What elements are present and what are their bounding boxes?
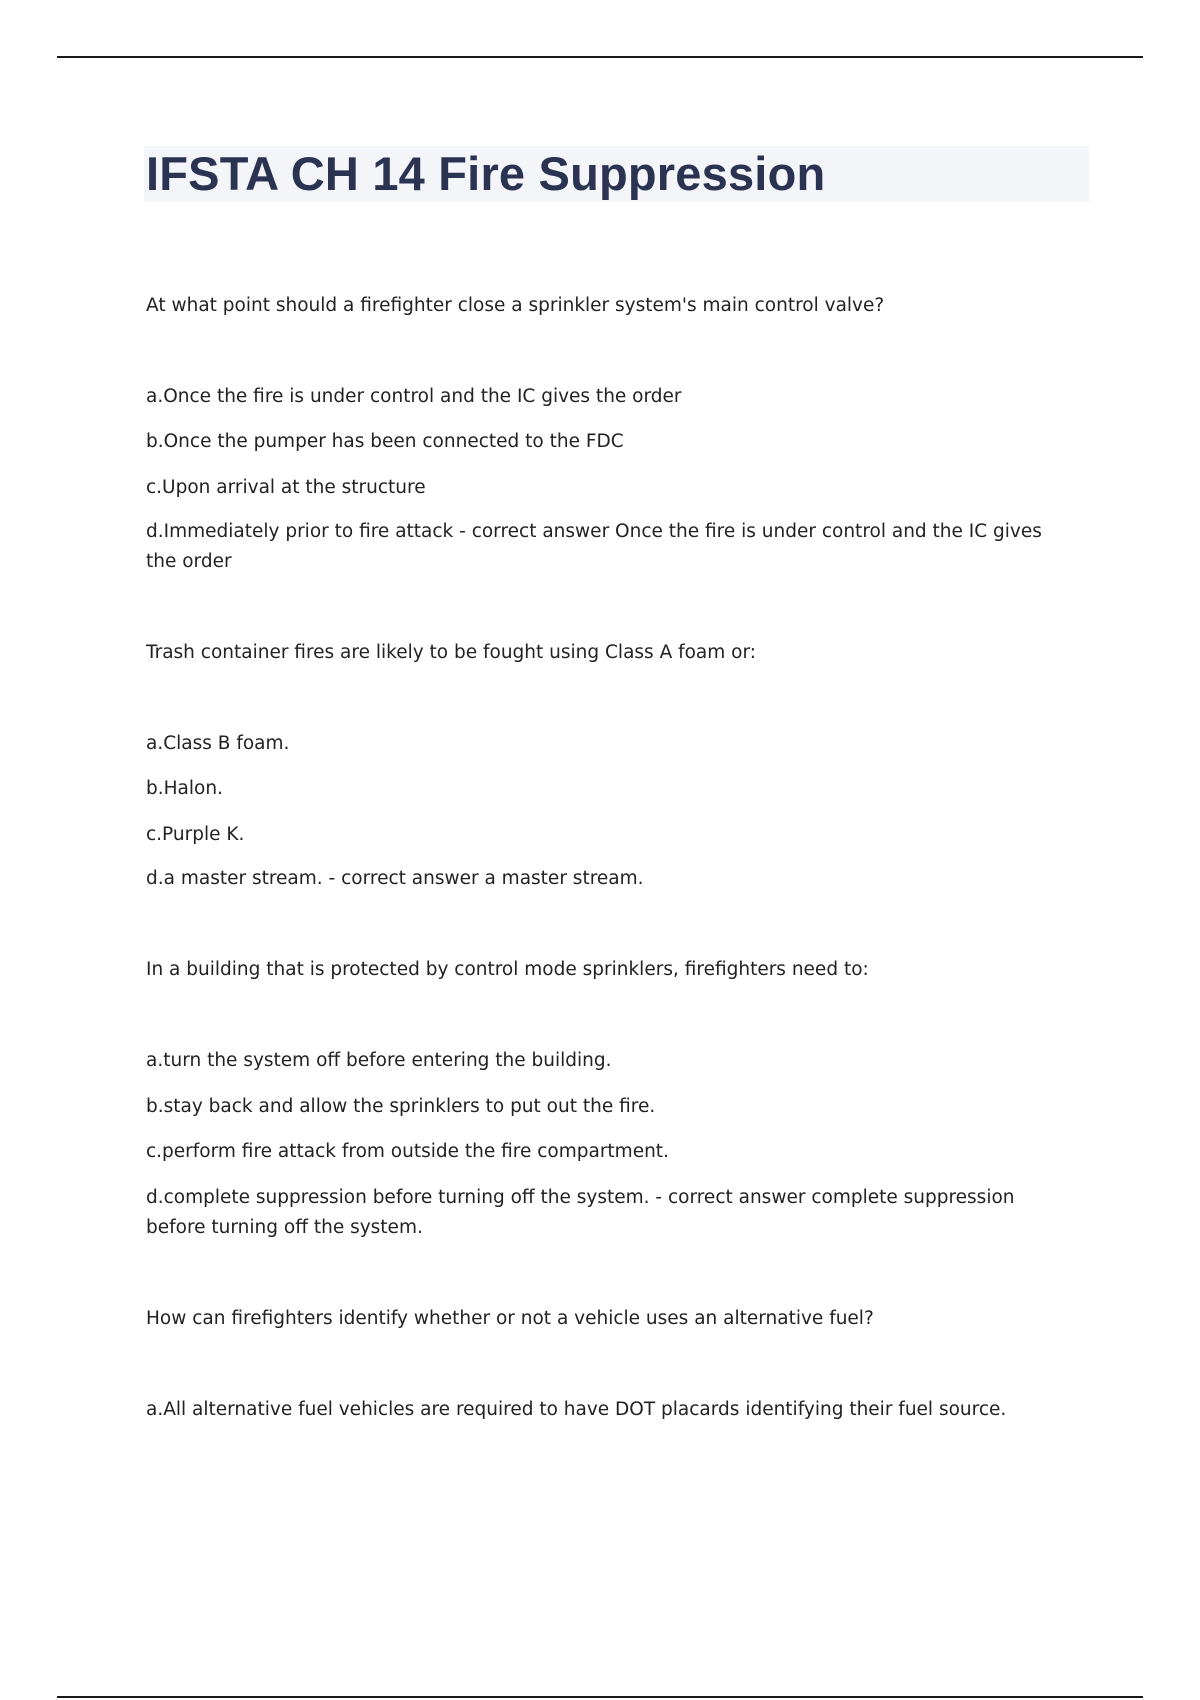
document-title: IFSTA CH 14 Fire Suppression bbox=[146, 147, 826, 200]
answer-option: a.All alternative fuel vehicles are required to have DOT placards identifying their fuel source. bbox=[146, 1399, 1007, 1420]
answer-option: b.Halon. bbox=[146, 778, 223, 799]
answer-option: c.perform fire attack from outside the fire compartment. bbox=[146, 1141, 669, 1162]
answer-option: b.Once the pumper has been connected to the FDC bbox=[146, 431, 624, 452]
answer-option: c.Upon arrival at the structure bbox=[146, 477, 426, 498]
answer-option: d.a master stream. - correct answer a master stream. bbox=[146, 868, 644, 889]
question-text: In a building that is protected by control mode sprinklers, firefighters need to: bbox=[146, 959, 869, 980]
answer-option: c.Purple K. bbox=[146, 824, 245, 845]
bottom-divider bbox=[57, 1696, 1143, 1698]
top-divider bbox=[57, 56, 1143, 58]
question-text: At what point should a firefighter close a sprinkler system's main control valve? bbox=[146, 295, 885, 316]
answer-option: d.Immediately prior to fire attack - correct answer Once the fire is under control and the IC gives the order bbox=[146, 521, 1042, 572]
question-text: Trash container fires are likely to be fought using Class A foam or: bbox=[146, 642, 757, 663]
answer-option: b.stay back and allow the sprinklers to put out the fire. bbox=[146, 1096, 656, 1117]
answer-option: d.complete suppression before turning off the system. - correct answer complete suppression before turning off the system. bbox=[146, 1187, 1015, 1238]
answer-option: a.Class B foam. bbox=[146, 733, 290, 754]
answer-option: a.turn the system off before entering the building. bbox=[146, 1050, 612, 1071]
question-text: How can firefighters identify whether or not a vehicle uses an alternative fuel? bbox=[146, 1308, 874, 1329]
answer-option: a.Once the fire is under control and the IC gives the order bbox=[146, 386, 682, 407]
